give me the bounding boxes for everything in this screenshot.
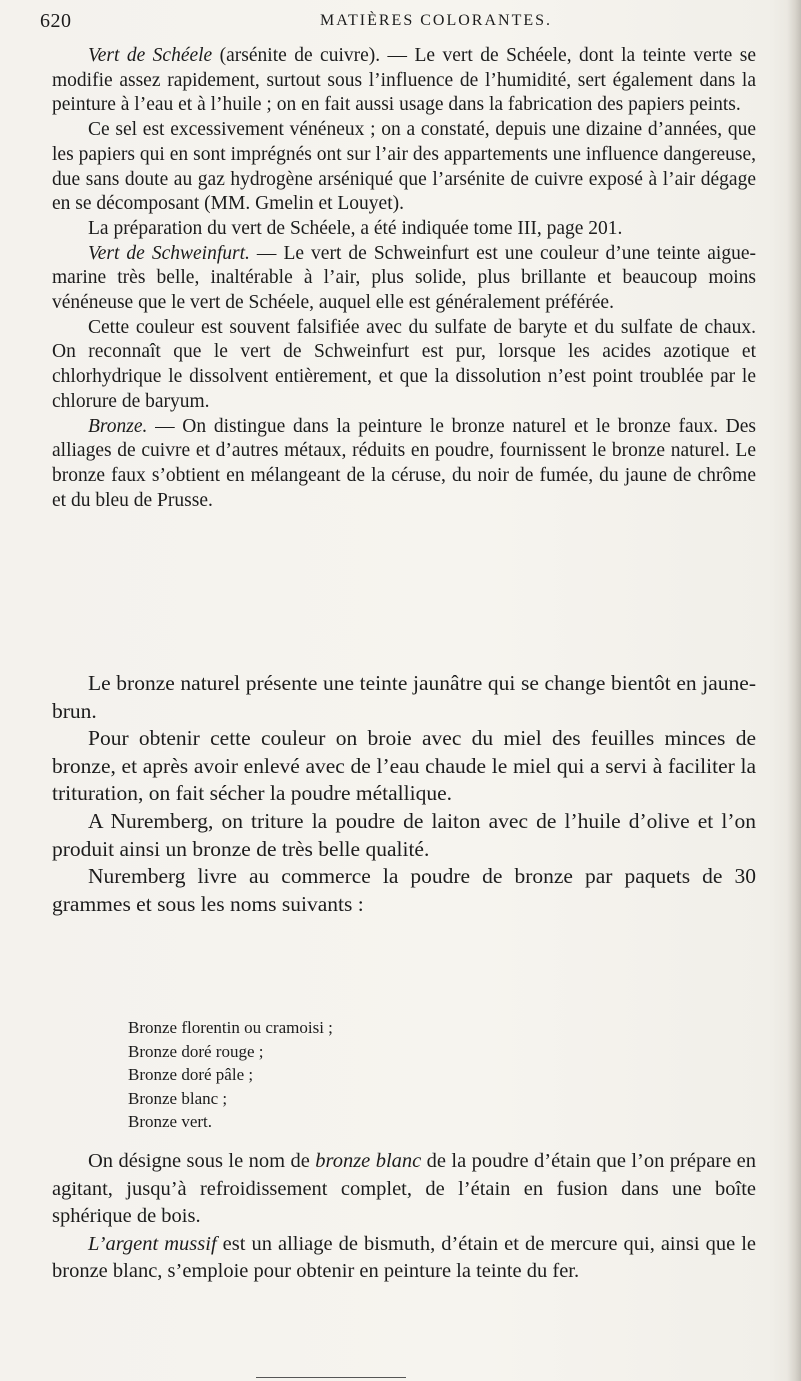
term-argent-mussif: L’argent mussif <box>88 1232 217 1255</box>
paragraph-schweinfurt-intro: Vert de Schweinfurt. — Le vert de Schweinfurt est une couleur d’une teinte aigue-marine très belle, inaltérable à l’air, plus solide, plus brillante et beaucoup moins vénéneuse que le vert de Schéele, auquel elle est généralement préférée. <box>52 242 756 314</box>
paragraph-argent-mussif: L’argent mussif est un alliage de bismuth, d’étain et de mercure qui, ainsi que le bronze blanc, s’emploie pour obtenir en peinture la teinte du fer. <box>52 1232 756 1282</box>
page-number: 620 <box>40 10 72 32</box>
term-vert-de-scheele: Vert de Schéele <box>88 45 213 66</box>
term-bronze: Bronze. <box>88 415 148 437</box>
paragraph-bronze-natural: Le bronze naturel présente une teinte jaunâtre qui se change bientôt en jaune-brun. <box>52 671 756 723</box>
paragraph-schweinfurt-falsification: Cette couleur est souvent falsifiée avec du sulfate de baryte et du sulfate de chaux. On reconnaît que le vert de Schweinfurt est pur, lorsque les acides azotique et chlorhydrique le dissolvent entièrement, et que la dissolution n’est point troublée par le chlorure de baryum. <box>52 316 756 412</box>
paragraph-bronze-blanc: On désigne sous le nom de bronze blanc de la poudre d’étain que l’on prépare en agitant, jusqu’à refroidissement complet, de l’étain en fusion dans une boîte sphérique de bois. <box>52 1150 756 1227</box>
paragraph-bronze-method: Pour obtenir cette couleur on broie avec du miel des feuilles minces de bronze, et après avoir enlevé avec de l’eau chaude le miel qui a servi à faciliter la trituration, on fait sécher la poudre métallique. <box>52 726 756 806</box>
paragraph-nuremberg-packets: Nuremberg livre au commerce la poudre de bronze par paquets de 30 grammes et sous les noms suivants : <box>52 864 756 916</box>
body-text-tail <box>52 1148 756 1286</box>
paragraph-scheele-preparation: La préparation du vert de Schéele, a été indiquée tome III, page 201. <box>88 217 623 239</box>
end-rule <box>256 1377 406 1378</box>
list-item: Bronze vert. <box>128 1112 213 1131</box>
paragraph-scheele-intro: Vert de Schéele (arsénite de cuivre). — Le vert de Schéele, dont la teinte verte se modifie assez rapidement, surtout sous l’influence de l’humidité, sert également dans la peinture à l’eau et à l’huile ; on en fait aussi usage dans la fabrication des papiers peints. <box>52 45 756 116</box>
page-edge-shadow <box>787 0 801 1381</box>
page-header <box>40 8 760 40</box>
list-item: Bronze blanc ; <box>128 1088 228 1108</box>
paragraph-bronze-intro: Bronze. — On distingue dans la peinture le bronze naturel et le bronze faux. Des alliages de cuivre et d’autres métaux, réduits en poudre, fournissent le bronze naturel. Le bronze faux s’obtient en mélangeant de la céruse, du noir de fumée, du jaune de chrôme et du bleu de Prusse. <box>52 415 756 511</box>
paragraph-scheele-toxicity: Ce sel est excessivement vénéneux ; on a constaté, depuis une dizaine d’années, que les papiers qui en sont imprégnés ont sur l’air des appartements une influence dangereuse, due sans doute au gaz hydrogène arséniqué que l’arsénite de cuivre exposé à l’air dégage en se décomposant (MM. Gmelin et Louyet). <box>52 119 756 215</box>
running-title: MATIÈRES COLORANTES. <box>320 12 553 29</box>
bronze-varieties-list <box>128 1016 333 1134</box>
body-text-large <box>52 670 756 918</box>
term-bronze-blanc: bronze blanc <box>315 1150 422 1172</box>
list-item: Bronze doré pâle ; <box>128 1065 254 1084</box>
body-text-small <box>52 44 756 513</box>
paragraph-nuremberg-oil: A Nuremberg, on triture la poudre de laiton avec de l’huile d’olive et l’on produit ainsi un bronze de très belle qualité. <box>52 808 756 861</box>
list-item: Bronze doré rouge ; <box>128 1041 264 1061</box>
list-item: Bronze florentin ou cramoisi ; <box>128 1018 333 1037</box>
term-vert-de-schweinfurt: Vert de Schweinfurt. <box>88 242 250 264</box>
